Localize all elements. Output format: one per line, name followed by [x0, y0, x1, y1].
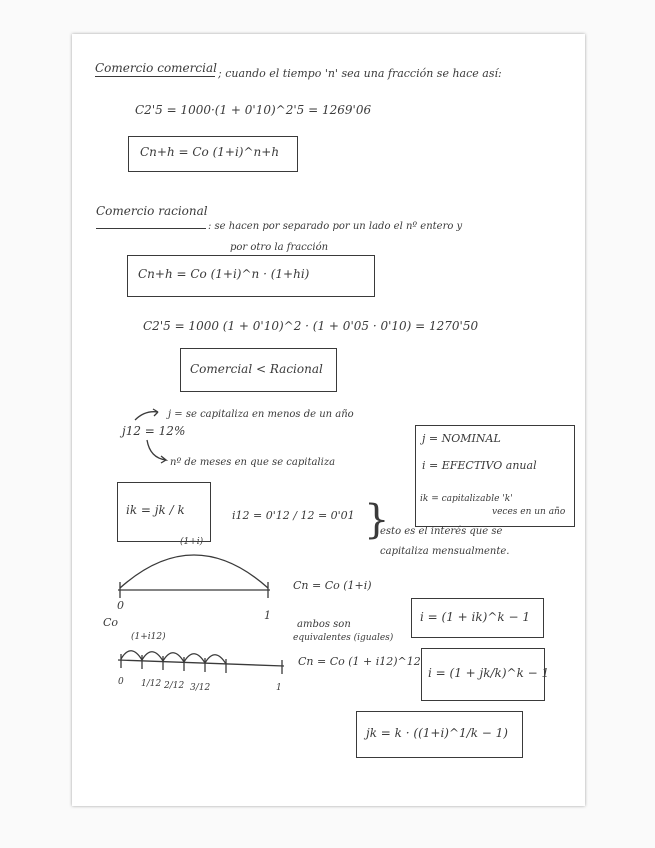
section1-title: Comercio comercial — [95, 61, 217, 75]
i12-note-line1: esto es el interés que se — [380, 526, 503, 537]
paren-1-plus-i: (1+i) — [180, 537, 204, 547]
brace: } — [364, 497, 390, 543]
section1-underline — [95, 76, 215, 77]
tick-2-12: 2/12 — [164, 681, 185, 691]
comparison-text: Comercial < Racional — [190, 362, 323, 376]
paren-1-plus-i12: (1+i12) — [131, 632, 166, 642]
legend-efectivo: i = EFECTIVO anual — [422, 459, 537, 472]
section2-title: Comercio racional — [96, 204, 208, 218]
legend-veces: veces en un año — [492, 507, 566, 517]
timeline-co: Co — [103, 616, 119, 629]
tick-1-12: 1/12 — [141, 679, 162, 689]
section1-description: ; cuando el tiempo 'n' sea una fracción se hace así: — [218, 67, 502, 80]
cn-annual-formula: Cn = Co (1+i) — [293, 579, 372, 592]
j-note-meses: nº de meses en que se capitaliza — [170, 457, 336, 468]
j-note-menos-de-un-ano: j = se capitaliza en menos de un año — [168, 409, 354, 420]
timeline-end-1: 1 — [264, 609, 271, 622]
j-symbol: j12 = 12% — [122, 424, 186, 438]
formula-i-from-ik: i = (1 + ik)^k − 1 — [420, 610, 530, 624]
section2-text-line2: por otro la fracción — [230, 242, 329, 253]
tick-end-1: 1 — [276, 683, 282, 693]
cn-monthly-formula: Cn = Co (1 + i12)^12 — [298, 655, 421, 668]
ik-formula: ik = jk / k — [126, 503, 185, 517]
section1-example: C2'5 = 1000·(1 + 0'10)^2'5 = 1269'06 — [135, 103, 372, 117]
legend-nominal: j = NOMINAL — [422, 432, 501, 445]
legend-capitalizable: ik = capitalizable 'k' — [420, 494, 513, 504]
i12-calculation: i12 = 0'12 / 12 = 0'01 — [232, 509, 355, 522]
section2-formula: Cn+h = Co (1+i)^n · (1+hi) — [138, 267, 310, 281]
section2-example: C2'5 = 1000 (1 + 0'10)^2 · (1 + 0'05 · 0'10) = 1270'50 — [143, 319, 479, 333]
section2-underline — [96, 228, 206, 229]
i12-note-line2: capitaliza mensualmente. — [380, 546, 510, 557]
equivalentes: equivalentes (iguales) — [293, 633, 394, 643]
formula-i-from-jk: i = (1 + jk/k)^k − 1 — [428, 666, 550, 680]
section2-text-line1: : se hacen por separado por un lado el nº entero y — [208, 221, 463, 232]
timeline-start-0: 0 — [117, 599, 124, 612]
ambos-son: ambos son — [297, 619, 351, 630]
tick-0: 0 — [118, 677, 124, 687]
formula-jk-from-i: jk = k · ((1+i)^1/k − 1) — [366, 726, 508, 740]
section1-formula: Cn+h = Co (1+i)^n+h — [140, 145, 280, 159]
tick-3-12: 3/12 — [190, 683, 211, 693]
